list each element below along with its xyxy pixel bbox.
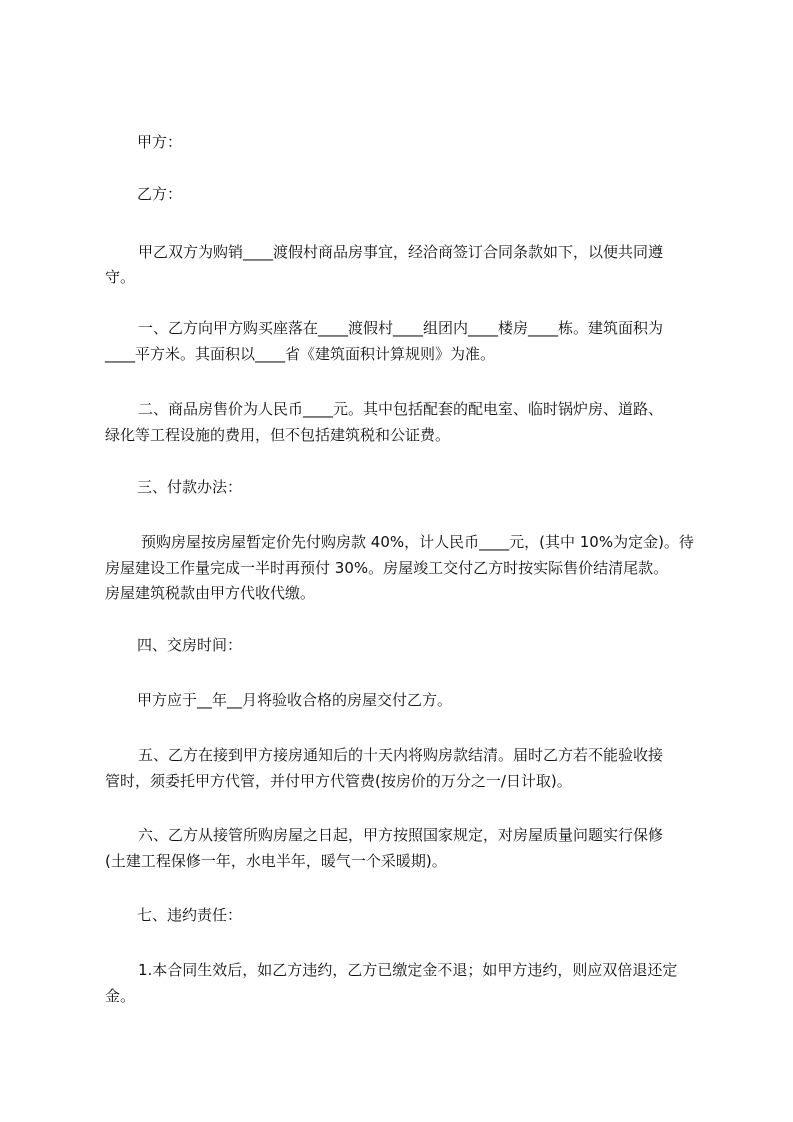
clause-7-item-1-line-2: 金。 (105, 987, 136, 1005)
party-a-label: 甲方： (137, 133, 183, 151)
clause-4-line-1: 甲方应于__年__月将验收合格的房屋交付乙方。 (137, 691, 453, 709)
clause-2-line-2: 绿化等工程设施的费用，但不包括建筑税和公证费。 (105, 426, 451, 444)
clause-4-heading: 四、交房时间： (137, 636, 243, 654)
clause-7-item-1-line-1: 1.本合同生效后，如乙方违约，乙方已缴定金不退；如甲方违约，则应双倍退还定 (138, 961, 678, 979)
clause-3-line-3: 房屋建筑税款由甲方代收代缴。 (105, 584, 316, 602)
clause-5-line-2: 管时，须委托甲方代管，并付甲方代管费(按房价的万分之一/日计取)。 (105, 772, 572, 790)
clause-2-line-1: 二、商品房售价为人民币____元。其中包括配套的配电室、临时锅炉房、道路、 (138, 400, 664, 418)
clause-3-line-2: 房屋建设工作量完成一半时再预付 30%。房屋竣工交付乙方时按实际售价结清尾款。 (105, 559, 669, 577)
clause-6-line-2: (土建工程保修一年，水电半年，暖气一个采暖期)。 (105, 852, 447, 870)
clause-6-line-1: 六、乙方从接管所购房屋之日起，甲方按照国家规定，对房屋质量问题实行保修 (138, 826, 664, 844)
clause-3-line-1: 预购房屋按房屋暂定价先付购房款 40%，计人民币____元，(其中 10%为定金)。待 (141, 533, 694, 551)
clause-5-line-1: 五、乙方在接到甲方接房通知后的十天内将购房款结清。届时乙方若不能验收接 (138, 746, 664, 764)
preamble-line-2: 守。 (105, 268, 136, 286)
clause-7-heading: 七、违约责任： (137, 906, 243, 924)
clause-1-line-2: ____平方米。其面积以____省《建筑面积计算规则》为准。 (105, 345, 496, 363)
preamble-line-1: 甲乙双方为购销____渡假村商品房事宜，经洽商签订合同条款如下，以便共同遵 (138, 243, 664, 261)
party-b-label: 乙方： (137, 185, 183, 203)
clause-1-line-1: 一、乙方向甲方购买座落在____渡假村____组团内____楼房____栋。建筑面积为 (138, 319, 664, 337)
clause-3-heading: 三、付款办法： (137, 478, 243, 496)
